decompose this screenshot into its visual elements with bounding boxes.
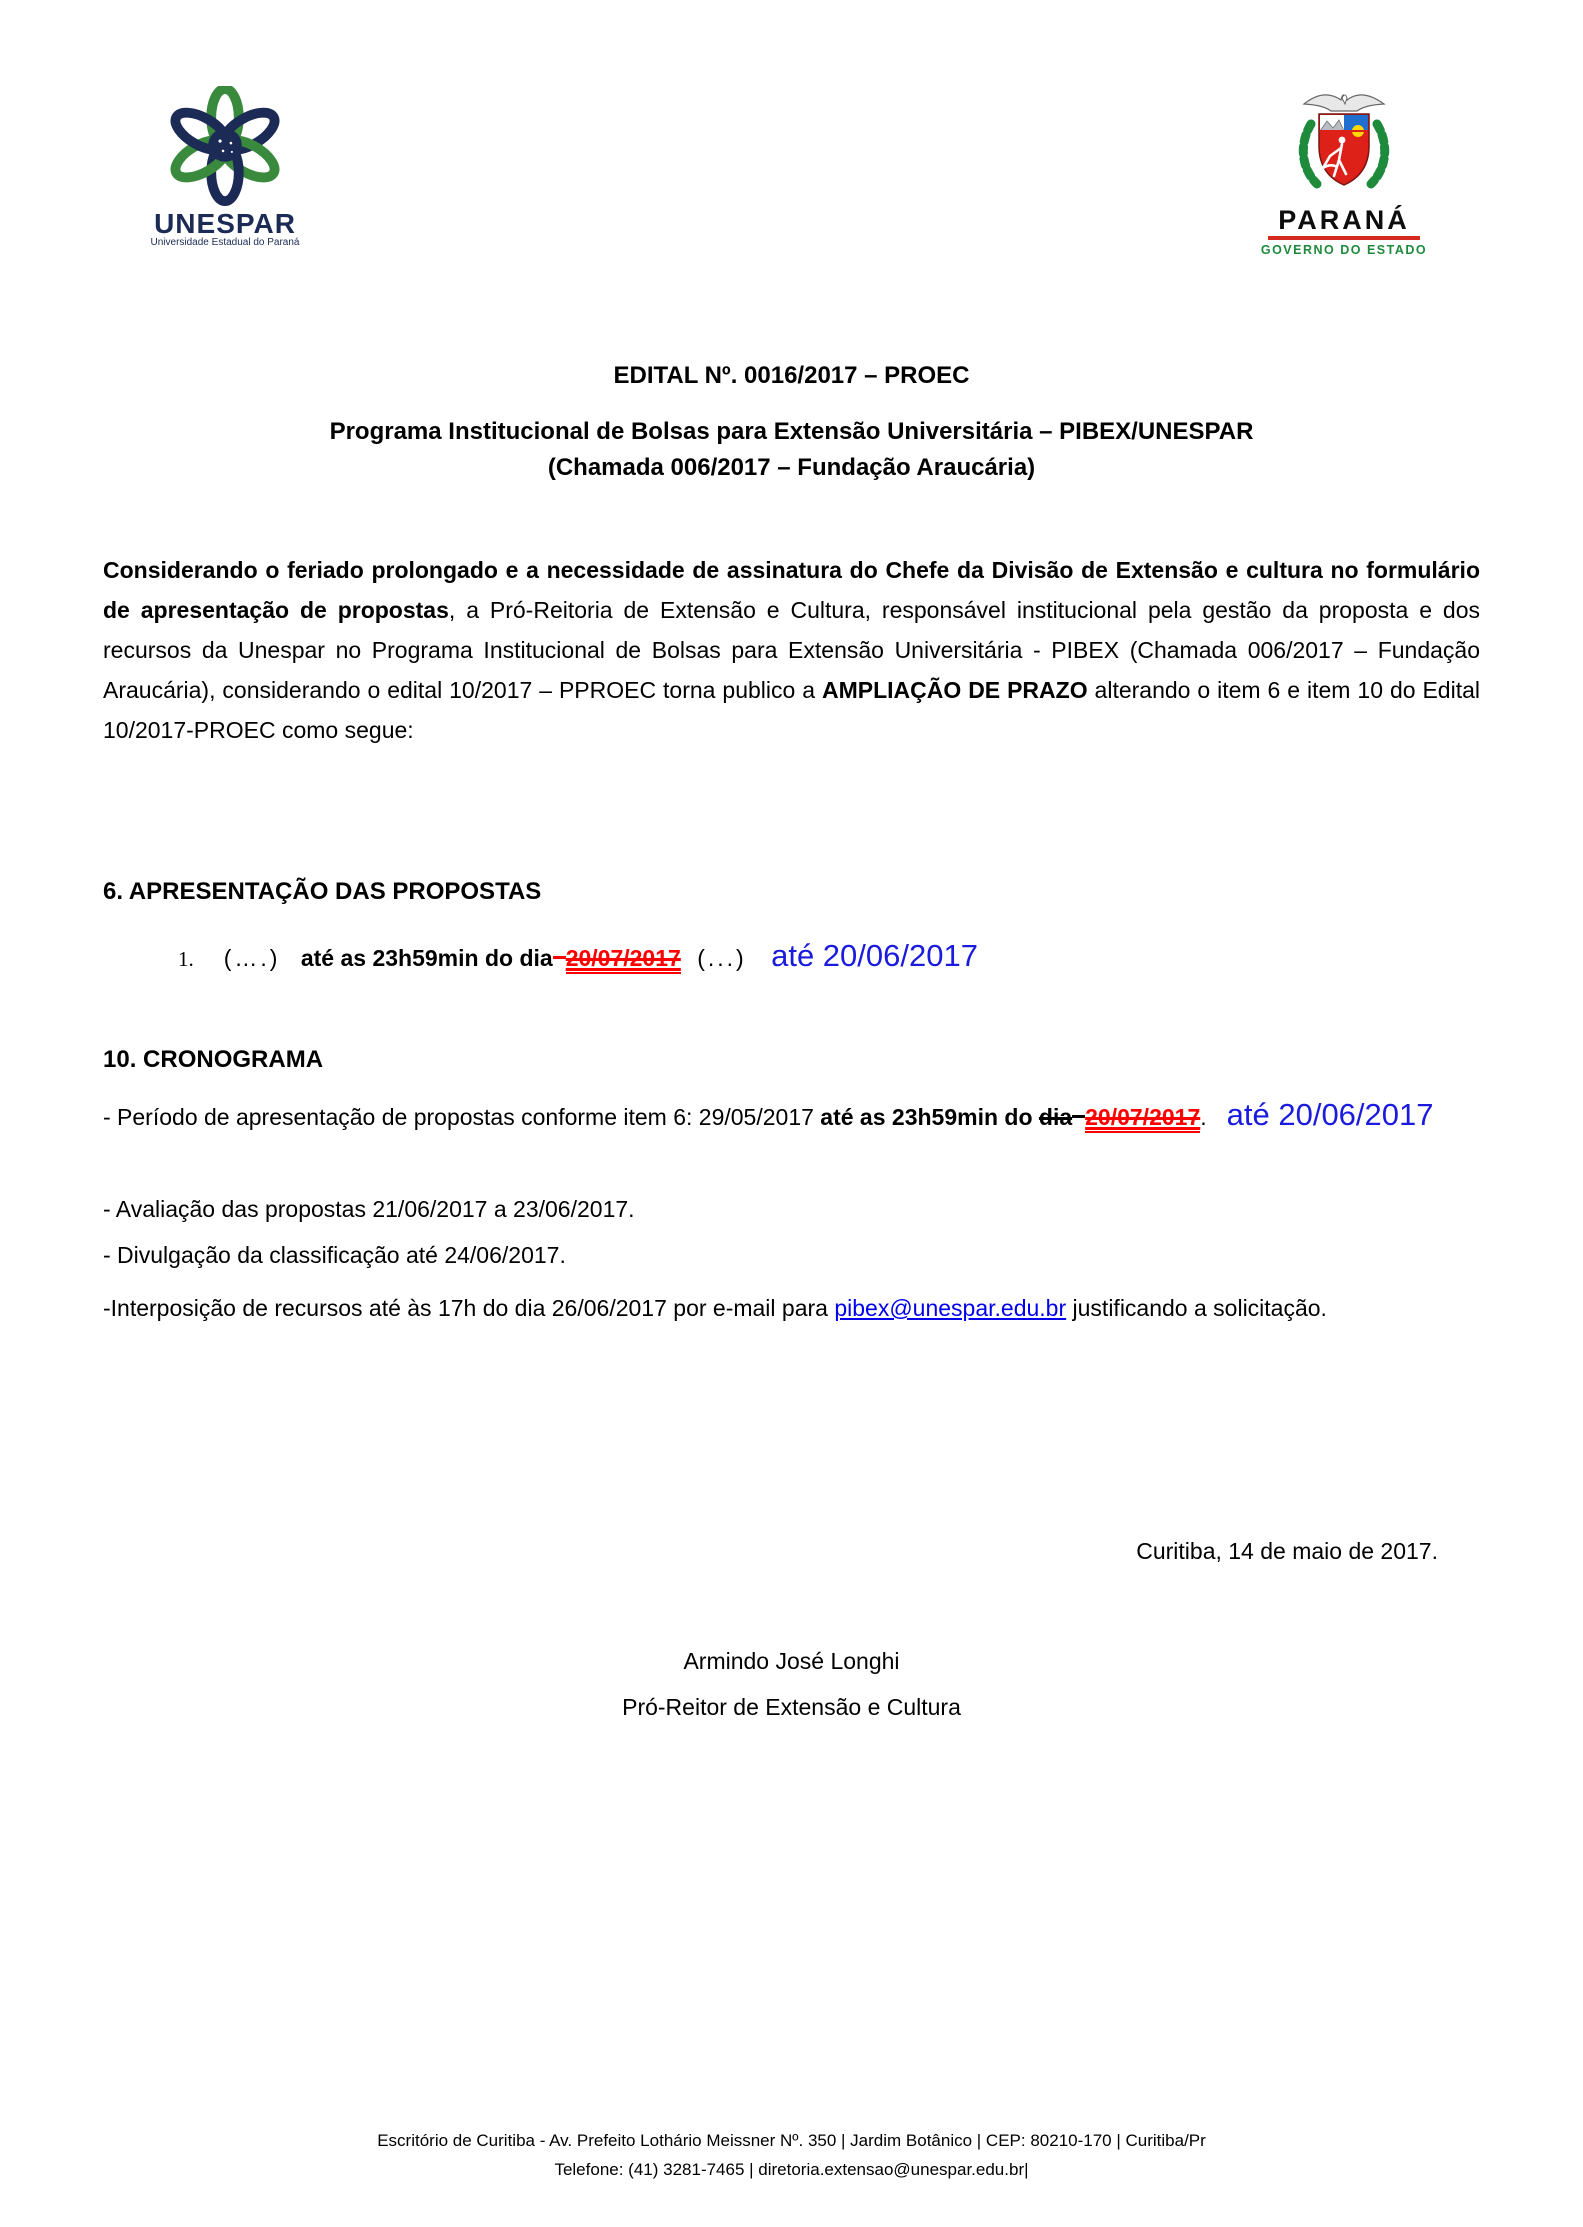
cronograma-interposicao (103, 1286, 1480, 1330)
footer-address: Escritório de Curitiba - Av. Prefeito Lothário Meissner Nº. 350 | Jardim Botânico | CEP: 80210-170 | Curitiba/Pr (377, 2131, 1206, 2150)
interposicao-text: -Interposição de recursos até às 17h do dia 26/06/2017 por e-mail para (103, 1295, 835, 1321)
periodo-text: - Período de apresentação de propostas conforme item 6: 29/05/2017 (103, 1104, 821, 1130)
footer-contact: Telefone: (41) 3281-7465 | diretoria.extensao@unespar.edu.br| (554, 2160, 1029, 2179)
signer-name: Armindo José Longhi (683, 1648, 900, 1674)
pibex-email-link[interactable]: pibex@unespar.edu.br (834, 1295, 1067, 1321)
item-number: 1. (178, 947, 194, 971)
new-date-inserted: até 20/06/2017 (771, 938, 978, 973)
document-subtitle (0, 414, 1583, 486)
period-char: . (1200, 1104, 1207, 1130)
dateline: Curitiba, 14 de maio de 2017. (1136, 1538, 1438, 1564)
struck-word-dia: dia (1038, 1104, 1073, 1130)
new-date-inserted: até 20/06/2017 (1226, 1097, 1434, 1132)
old-date-struck: 20/07/2017 (1085, 1104, 1200, 1133)
unespar-wordmark: UNESPAR (154, 208, 296, 239)
strikethrough-joint (1072, 1115, 1085, 1118)
cronograma-periodo (103, 1092, 1480, 1140)
intro-body-2: alterando o item 6 e item 10 do Edital 10/2017-PROEC como segue: (103, 677, 1480, 743)
strikethrough-joint (553, 956, 566, 959)
section-6-heading: 6. APRESENTAÇÃO DAS PROPOSTAS (103, 878, 542, 905)
section-6-item-1 (178, 934, 1478, 981)
intro-paragraph (103, 550, 1480, 750)
ellipsis-after: (...) (697, 945, 747, 971)
intro-bold-lead: Considerando o feriado prolongado e a necessidade de assinatura do Chefe da Divisão de Extensão e cultura no formulário de apresentação de propostas (103, 557, 1480, 623)
intro-bold-emphasis: AMPLIAÇÃO DE PRAZO (821, 677, 1088, 703)
intro-body-1: , a Pró-Reitoria de Extensão e Cultura, responsável institucional pela gestão da proposta e dos recursos da Unespar no Programa Institucional de Bolsas para Extensão Universitária - PIBEX (Chamada 006/2017 – Fundação Araucária), considerando o edital 10/2017 – PPROEC torna publico a (103, 597, 1480, 703)
deadline-text: até as 23h59min do dia (300, 945, 553, 971)
signer-role: Pró-Reitor de Extensão e Cultura (622, 1694, 961, 1720)
interposicao-text-after: justificando a solicitação. (1066, 1295, 1327, 1321)
cronograma-avaliacao: - Avaliação das propostas 21/06/2017 a 23/06/2017. (103, 1196, 635, 1222)
document-title: EDITAL Nº. 0016/2017 – PROEC (613, 362, 970, 389)
parana-wordmark: PARANÁ (1278, 205, 1410, 235)
periodo-bold: até as 23h59min do (820, 1104, 1039, 1130)
page-footer (0, 2126, 1583, 2184)
subtitle-line-2: (Chamada 006/2017 – Fundação Araucária) (547, 454, 1036, 481)
parana-red-rule (1268, 236, 1420, 240)
old-date-struck: 20/07/2017 (566, 945, 681, 974)
section-10-heading: 10. CRONOGRAMA (103, 1046, 324, 1073)
parana-coat-of-arms-icon (1269, 84, 1419, 200)
parana-tagline: GOVERNO DO ESTADO (1260, 243, 1428, 257)
unespar-flower-icon (161, 86, 289, 208)
subtitle-line-1: Programa Institucional de Bolsas para Extensão Universitária – PIBEX/UNESPAR (329, 418, 1254, 445)
unespar-logo (130, 86, 320, 249)
cronograma-divulgacao: - Divulgação da classificação até 24/06/2017. (103, 1242, 566, 1268)
parana-logo (1258, 84, 1430, 257)
unespar-tagline: Universidade Estadual do Paraná (150, 237, 300, 248)
ellipsis-before: (….) (223, 945, 281, 971)
